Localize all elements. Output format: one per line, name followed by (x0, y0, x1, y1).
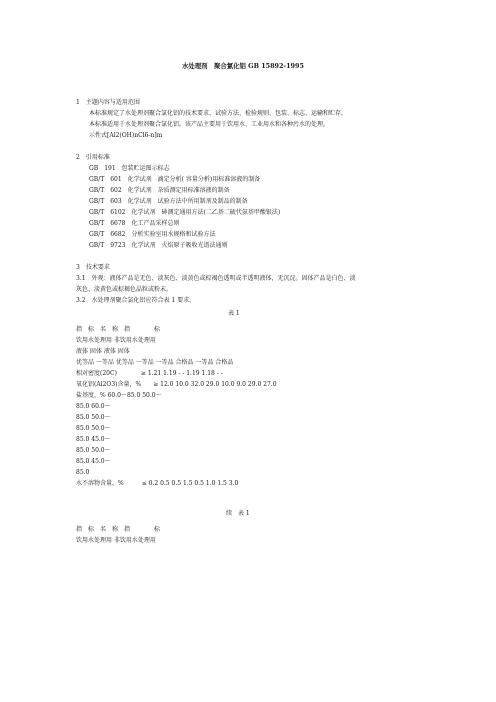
table-line: 指 标 名 称 指 标 (76, 326, 161, 333)
table-line: 85.0 60.0～ (76, 403, 111, 410)
clause-3-1-line-2: 灰色、淡黄色或棕褐色晶粒或粉末。 (76, 286, 173, 293)
clause-3-2: 3.2 水处理剂聚合氯化铝应符合表 1 要求。 (76, 297, 196, 304)
table-line: 85.0 50.0～ (76, 447, 111, 454)
reference-item: GB/T 9723 化学试剂 火焰原子吸收光谱法通则 (89, 242, 228, 249)
reference-item: GB/T 602 化学试剂 杂质测定用标准溶液的制备 (89, 187, 230, 194)
table-line: 饮用水处理用 非饮用水处理用 (76, 537, 156, 544)
section-3-heading: 3 技术要求 (76, 264, 110, 271)
reference-item: GB/T 6102 化学试剂 砷测定通用方法(二乙基二硫代氨基甲酸银法) (89, 209, 281, 216)
table-line: 85.0 50.0～ (76, 414, 111, 421)
reference-item: GB/T 601 化学试剂 滴定分析( 容量分析)用标准溶液的制备 (89, 176, 261, 183)
reference-item: GB/T 603 化学试剂 试验方法中所用制剂及制品的制备 (89, 198, 248, 205)
table-line: 氧化铝(Al2O3)含量，% ≥ 12.0 10.0 32.0 29.0 10.0 9.0 29.0 27.0 (76, 381, 277, 388)
section-1-paragraph-2: 本标准适用于水处理剂聚合氯化铝。该产品主要用于饮用水、工业用水和各种污水的处理。 (89, 121, 330, 128)
reference-item: GB/T 6678 化工产品采样总则 (89, 220, 180, 227)
section-1-heading: 1 主题内容与适用范围 (76, 99, 140, 106)
table-line: 85.0 45.0～ (76, 458, 111, 465)
table-line: 85.0 45.0～ (76, 436, 111, 443)
continued-table-caption: 续 表 1 (226, 510, 250, 517)
table-caption: 表 1 (228, 310, 240, 317)
reference-item: GB 191 包装贮运图示标志 (89, 165, 170, 172)
chemical-formula: 示性式[Al2(OH)nCl6-n]m (89, 132, 163, 139)
table-line: 85.0 (76, 469, 90, 476)
section-1-paragraph-1: 本标准规定了水处理剂聚合氯化铝的技术要求、试验方法、检验规则、包装、标志、运输和贮存。 (89, 110, 348, 117)
table-line: 优等品 一等品 优等品 一等品 一等品 合格品 一等品 合格品 (76, 359, 234, 366)
table-line: 水不溶物含量，% ≤ 0.2 0.5 0.5 1.5 0.5 1.0 1.5 3.0 (76, 480, 239, 487)
table-line: 指 标 名 称 指 标 (76, 526, 161, 533)
table-line: 盐基度，% 60.0～85.0 50.0～ (76, 392, 162, 399)
reference-item: GB/T 6682 分析实验室用水规格和试验方法 (89, 231, 216, 238)
section-2-heading: 2 引用标准 (76, 154, 110, 161)
document-title: 水处理剂 聚合氯化铝 GB 15892-1995 (182, 62, 304, 70)
clause-3-1-line-1: 3.1 外观：液体产品是无色、淡灰色、淡黄色或棕褐色透明或半透明液体，无沉淀。固体产品是白色、淡 (76, 275, 356, 282)
table-line: 饮用水处理用 非饮用水处理用 (76, 337, 156, 344)
table-line: 液体 固体 液体 固体 (76, 348, 130, 355)
table-line: 85.0 50.0～ (76, 425, 111, 432)
table-line: 相对密度(20C) ≥ 1.21 1.19 - - 1.19 1.18 - - (76, 370, 223, 377)
